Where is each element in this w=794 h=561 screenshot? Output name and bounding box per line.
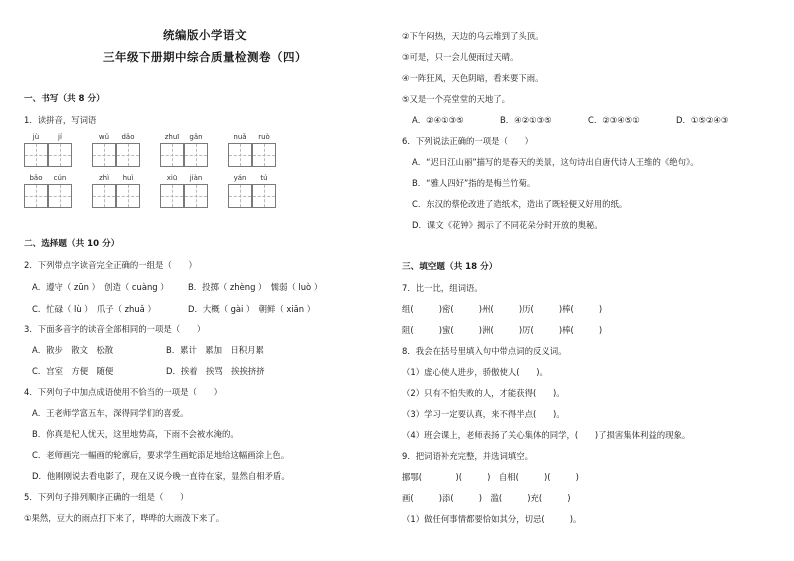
q5-sentence-1: ①果然，豆大的雨点打下来了，哗哗的大雨泼下来了。 bbox=[24, 513, 225, 523]
q5-sentence-2: ②下午闷热，天边的乌云堆到了头顶。 bbox=[402, 31, 544, 41]
q2-option-b: B．投掷（ zhèng ） 懦弱（ luò ） bbox=[188, 282, 323, 292]
tianzige-writing-box[interactable] bbox=[92, 143, 116, 167]
pinyin-syllable: zhuī bbox=[164, 133, 180, 141]
q7-row-1: 组( )密( )州( )历( )棒( ) bbox=[402, 304, 603, 314]
q4-option-c: C．老师画完一幅画的轮廓后，要求学生画蛇添足地给这幅画涂上色。 bbox=[32, 450, 290, 460]
exam-title-line2: 三年级下册期中综合质量检测卷（四） bbox=[103, 50, 307, 64]
section-1-heading: 一、书写（共 8 分） bbox=[24, 94, 105, 104]
pinyin-syllable: jí bbox=[58, 133, 62, 141]
tianzige-writing-box[interactable] bbox=[160, 143, 184, 167]
q2-option-a: A．遵守（ zūn ） 创造（ cuàng ） bbox=[32, 282, 169, 292]
tianzige-writing-box[interactable] bbox=[116, 184, 140, 208]
pinyin-syllable: wǔ bbox=[98, 133, 110, 141]
pinyin-syllable: yán bbox=[233, 174, 247, 182]
q3-option-a: A．散步 散文 松散 bbox=[32, 345, 114, 355]
pinyin-syllable: cún bbox=[53, 174, 67, 182]
pinyin-syllable: xiū bbox=[166, 174, 178, 182]
q5-option-c: C．②③④⑤① bbox=[588, 115, 640, 125]
q4-option-a: A．王老师学富五车，深得同学们的喜爱。 bbox=[32, 408, 189, 418]
q4-option-d: D．他刚刚说去看电影了，现在又说今晚一直待在家，显然自相矛盾。 bbox=[32, 471, 290, 481]
pinyin-syllable: ruò bbox=[258, 133, 270, 141]
question-4: 4．下列句子中加点成语使用不恰当的一项是（ ） bbox=[24, 387, 222, 397]
q8-item-3: （3）学习一定要认真，来不得半点( )。 bbox=[402, 409, 565, 419]
q5-sentence-5: ⑤又是一个亮堂堂的天地了。 bbox=[402, 94, 511, 104]
q5-option-a: A．②④①③⑤ bbox=[412, 115, 464, 125]
section-3-heading: 三、填空题（共 18 分） bbox=[402, 262, 498, 272]
tianzige-writing-box[interactable] bbox=[48, 184, 72, 208]
q9-row-2: 画( )添( ) 滥( )充( ) bbox=[402, 493, 571, 503]
pinyin-syllable: dǎo bbox=[121, 133, 135, 141]
q6-option-a: A．“迟日江山丽”描写的是春天的美景，这句诗出自唐代诗人王维的《绝句》。 bbox=[412, 157, 699, 167]
question-5: 5．下列句子排列顺序正确的一组是（ ） bbox=[24, 492, 189, 502]
pinyin-syllable: zhì bbox=[98, 174, 110, 182]
q9-item-1: （1）做任何事情都要恰如其分，切忌( )。 bbox=[402, 514, 582, 524]
q5-option-d: D．①⑤②④③ bbox=[676, 115, 729, 125]
tianzige-writing-box[interactable] bbox=[24, 184, 48, 208]
tianzige-writing-box[interactable] bbox=[24, 143, 48, 167]
tianzige-writing-box[interactable] bbox=[228, 143, 252, 167]
q5-sentence-3: ③可是，只一会儿便雨过天晴。 bbox=[402, 52, 519, 62]
q2-option-d: D．大概（ gài ） 朝鲜（ xiān ） bbox=[188, 304, 316, 314]
q4-option-b: B．你真是杞人忧天，这里地势高，下雨不会被水淹的。 bbox=[32, 429, 239, 439]
q2-option-c: C．忙碌（ lù ） 爪子（ zhuǎ ） bbox=[32, 304, 156, 314]
q3-option-c: C．宫室 方便 随便 bbox=[32, 366, 114, 376]
question-9: 9．把词语补充完整，并选词填空。 bbox=[402, 451, 533, 461]
q5-option-b: B．④②①③⑤ bbox=[500, 115, 552, 125]
q3-option-d: D．挨着 挨骂 挨挨挤挤 bbox=[166, 366, 265, 376]
tianzige-writing-box[interactable] bbox=[184, 143, 208, 167]
tianzige-writing-box[interactable] bbox=[228, 184, 252, 208]
question-7: 7．比一比，组词语。 bbox=[402, 283, 483, 293]
pinyin-syllable: bǎo bbox=[29, 174, 43, 182]
question-1: 1．读拼音，写词语 bbox=[24, 115, 97, 125]
pinyin-syllable: jiàn bbox=[189, 174, 203, 182]
q6-option-d: D．课文《花钟》揭示了不同花朵分时开放的奥秘。 bbox=[412, 220, 603, 230]
q3-option-b: B．累计 累加 日积月累 bbox=[166, 345, 264, 355]
question-8: 8．我会在括号里填入句中带点词的反义词。 bbox=[402, 346, 567, 356]
q9-row-1: 挪鄂( )( ) 自相( )( ) bbox=[402, 472, 579, 482]
q8-item-1: （1）虚心使人进步，骄傲使人( )。 bbox=[402, 367, 548, 377]
pinyin-syllable: huì bbox=[122, 174, 134, 182]
tianzige-writing-box[interactable] bbox=[92, 184, 116, 208]
section-2-heading: 二、选择题（共 10 分） bbox=[24, 239, 120, 249]
tianzige-writing-box[interactable] bbox=[184, 184, 208, 208]
question-3: 3．下面多音字的读音全部相同的一项是（ ） bbox=[24, 324, 206, 334]
pinyin-syllable: tú bbox=[260, 174, 268, 182]
question-2: 2．下列带点字读音完全正确的一组是（ ） bbox=[24, 260, 197, 270]
q6-option-b: B．“雅人四好”指的是梅兰竹菊。 bbox=[412, 178, 536, 188]
q7-row-2: 阻( )蜜( )洲( )厉( )棒( ) bbox=[402, 325, 603, 335]
tianzige-writing-box[interactable] bbox=[252, 184, 276, 208]
q8-item-2: （2）只有不怕失败的人，才能获得( )。 bbox=[402, 388, 565, 398]
tianzige-writing-box[interactable] bbox=[116, 143, 140, 167]
pinyin-syllable: gǎn bbox=[189, 133, 203, 141]
q6-option-c: C．东汉的蔡伦改进了造纸术，造出了既轻便又好用的纸。 bbox=[412, 199, 628, 209]
q5-sentence-4: ④一阵狂风，天色阴暗，看来要下雨。 bbox=[402, 73, 544, 83]
tianzige-writing-box[interactable] bbox=[160, 184, 184, 208]
q8-item-4: （4）班会课上，老师表扬了关心集体的同学，( )了损害集体利益的现象。 bbox=[402, 430, 691, 440]
pinyin-syllable: nuǎ bbox=[233, 133, 247, 141]
tianzige-writing-box[interactable] bbox=[48, 143, 72, 167]
tianzige-writing-box[interactable] bbox=[252, 143, 276, 167]
exam-title-line1: 统编版小学语文 bbox=[163, 28, 247, 42]
pinyin-syllable: jù bbox=[32, 133, 40, 141]
question-6: 6．下列说法正确的一项是（ ） bbox=[402, 136, 533, 146]
